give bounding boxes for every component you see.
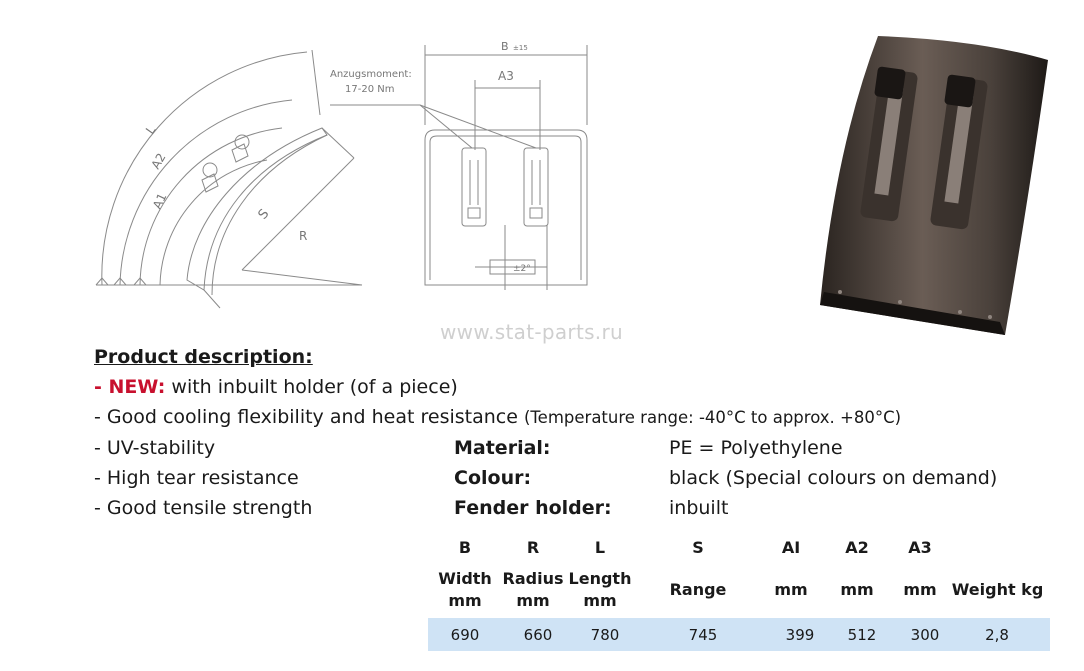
fender-holder-label: Fender holder: [454,497,612,519]
th-letter-A1: AI [781,538,801,557]
th-width-unit: mm [448,591,482,610]
fender-product-image [800,30,1060,340]
th-radius-unit: mm [516,591,550,610]
cell-a3: 300 [910,626,940,644]
feature-cooling [94,406,901,428]
th-letter-L: L [594,538,606,557]
dim-A3: A3 [498,69,514,83]
cell-length: 780 [590,626,620,644]
cell-range: 745 [688,626,718,644]
angle-tolerance: ±2° [513,264,531,274]
watermark: www.stat-parts.ru [440,320,623,344]
torque-label: Anzugsmoment: [330,69,412,80]
product-description-heading: Product description: [94,346,313,368]
dim-A2: A2 [148,150,169,172]
feature-new-text: with inbuilt holder (of a piece) [165,376,458,398]
cell-radius: 660 [523,626,553,644]
th-letter-A2: A2 [845,538,869,557]
feature-tensile: - Good tensile strength [94,497,313,519]
cell-a2: 512 [847,626,877,644]
th-length-unit: mm [583,591,617,610]
dim-S: S [255,206,273,223]
colour-value: black (Special colours on demand) [669,467,998,489]
feature-uv: - UV-stability [94,437,216,459]
material-label: Material: [454,437,551,459]
dim-B: B [501,40,509,53]
dim-A1: A1 [150,190,170,212]
cell-width: 690 [450,626,480,644]
feature-cooling-text: - Good cooling flexibility and heat resistance [94,406,524,428]
th-a1-unit: mm [774,580,808,599]
th-radius: Radius [502,569,564,588]
th-letter-R: R [526,538,540,557]
feature-new [94,376,458,398]
th-letter-A3: A3 [908,538,932,557]
th-a3-unit: mm [903,580,937,599]
new-badge: - NEW: [94,376,166,398]
th-width: Width [438,569,492,588]
feature-tear: - High tear resistance [94,467,299,489]
dim-B-tol: ±15 [513,44,528,52]
colour-label: Colour: [454,467,532,489]
temperature-range-note: (Temperature range: -40°C to approx. +80°C) [523,408,902,427]
th-weight: Weight kg [951,580,1044,599]
dim-R: R [299,229,308,243]
material-value: PE = Polyethylene [669,437,843,459]
th-a2-unit: mm [840,580,874,599]
th-letter-B: B [458,538,472,557]
cell-weight: 2,8 [985,626,1009,644]
cell-a1: 399 [785,626,815,644]
fender-holder-value: inbuilt [669,497,729,519]
front-view-drawing [325,30,595,300]
th-range: Range [669,580,727,599]
dim-L: L [142,123,159,137]
th-length: Length [568,569,632,588]
torque-value: 17-20 Nm [345,84,395,95]
th-letter-S: S [692,538,704,557]
